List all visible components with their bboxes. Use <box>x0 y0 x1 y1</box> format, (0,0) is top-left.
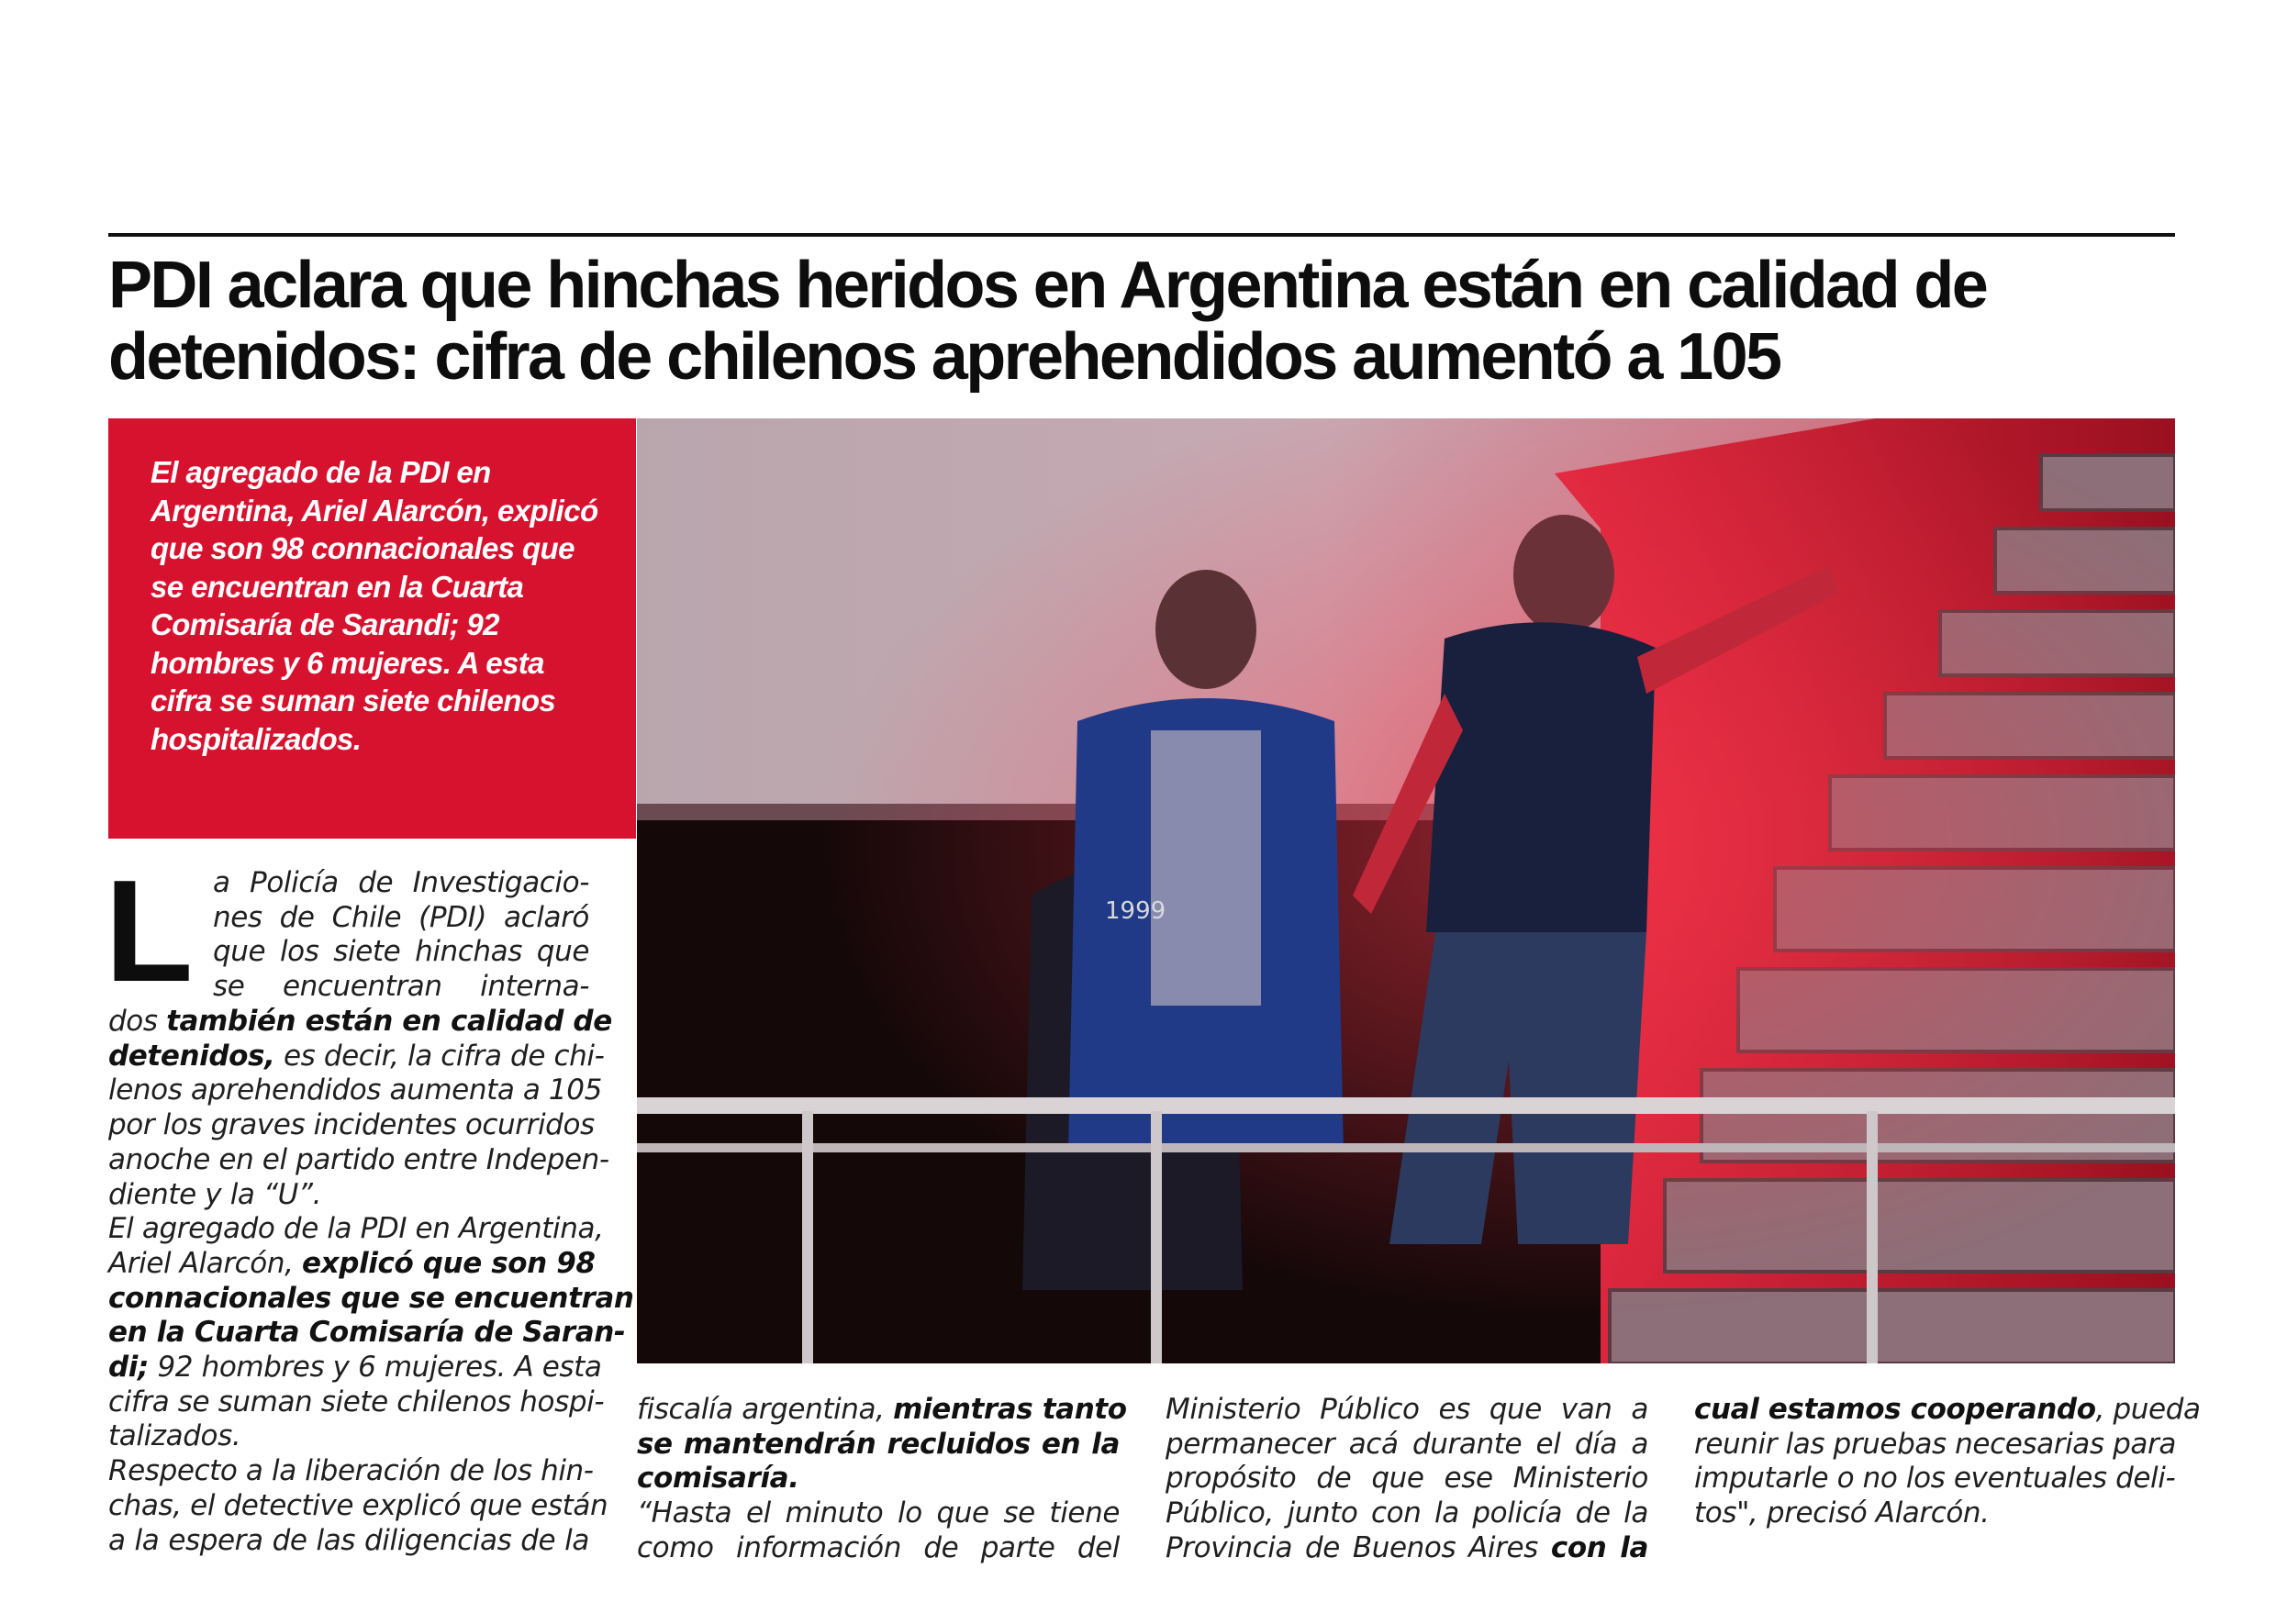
bold-run: detenidos, <box>108 1039 275 1073</box>
text-line: talizados. <box>108 1419 241 1453</box>
bold-run: con la <box>1550 1530 1648 1564</box>
bold-run: comisaría. <box>637 1462 799 1496</box>
text-line: por los graves incidentes ocurridos <box>108 1108 595 1142</box>
text-line <box>108 1316 626 1351</box>
bold-run: mientras tanto <box>893 1393 1127 1426</box>
bold-run: se mantendrán recluidos en la <box>637 1427 1120 1461</box>
text-line <box>637 1462 1120 1496</box>
text-line: que los siete hinchas que <box>213 935 589 969</box>
text-line: Público, junto con la policía de la <box>1166 1496 1648 1530</box>
summary-box <box>108 418 636 839</box>
text-line <box>108 1005 612 1040</box>
text-line <box>637 1393 1127 1428</box>
text-run: Ariel Alarcón, <box>108 1246 303 1280</box>
summary-text: El agregado de la PDI en Argentina, Ariel Alarcón, explicó que son 98 connacionales que se encuentran en la Cuarta Comisaría de Sarandi; 92 hombres y 6 mujeres. A esta cifra se suman siete chilenos hospitalizados. <box>151 455 598 756</box>
text-line: como información de parte del <box>637 1530 1120 1564</box>
bold-run: di; <box>108 1351 150 1385</box>
article-column-2 <box>637 1393 1127 1566</box>
text-line <box>108 1246 596 1282</box>
article-column-1-top <box>213 866 589 1005</box>
text-line <box>108 1039 605 1074</box>
text-line: imputarle o no los eventuales deli- <box>1694 1462 2176 1496</box>
headline-line-1: PDI aclara que hinchas heridos en Argentina están en calidad de <box>108 249 1987 322</box>
text-line <box>637 1428 1120 1463</box>
text-line: tos", precisó Alarcón. <box>1694 1496 1990 1530</box>
drop-cap <box>105 851 194 1012</box>
text-line: anoche en el partido entre Indepen- <box>108 1142 609 1176</box>
text-line <box>1166 1531 1648 1566</box>
text-line: lenos aprehendidos aumenta a 105 <box>108 1073 602 1107</box>
text-line: se encuentran interna- <box>213 970 589 1004</box>
headline <box>108 250 2192 393</box>
text-line: Ministerio Público es que van a <box>1166 1393 1648 1426</box>
bold-run: cual estamos cooperando <box>1694 1393 2096 1426</box>
text-run: , pueda <box>2095 1393 2201 1426</box>
jersey-text: 1999 <box>1105 897 1166 925</box>
text-line: propósito de que ese Ministerio <box>1166 1462 1648 1496</box>
text-run: Provincia de Buenos Aires <box>1166 1530 1551 1564</box>
article-column-4 <box>1694 1393 2201 1531</box>
text-line <box>1694 1393 2201 1428</box>
text-line: permanecer acá durante el día a <box>1166 1427 1648 1461</box>
text-line: Respecto a la liberación de los hin- <box>108 1454 594 1488</box>
text-line <box>108 1351 602 1385</box>
text-line: El agregado de la PDI en Argentina, <box>108 1212 604 1246</box>
article-column-1 <box>108 1005 634 1558</box>
stadium-fans-photo <box>637 418 2175 1363</box>
text-line: cifra se suman siete chilenos hospi- <box>108 1385 605 1418</box>
bold-run: connacionales que se encuentran <box>108 1281 634 1315</box>
text-run: fiscalía argentina, <box>637 1393 894 1426</box>
text-run: dos <box>108 1005 167 1038</box>
text-line: a Policía de Investigacio- <box>213 866 589 899</box>
text-line: diente y la “U”. <box>108 1177 322 1211</box>
article-photo <box>637 418 2175 1363</box>
article-column-3 <box>1166 1393 1648 1566</box>
bold-run: en la Cuarta Comisaría de Saran- <box>108 1316 626 1350</box>
text-line: nes de Chile (PDI) aclaró <box>213 900 589 934</box>
text-line: “Hasta el minuto lo que se tiene <box>637 1496 1120 1530</box>
text-run: 92 hombres y 6 mujeres. A esta <box>149 1351 602 1385</box>
top-rule <box>108 233 2175 237</box>
text-line: a la espera de las diligencias de la <box>108 1523 589 1557</box>
bold-run: también están en calidad de <box>166 1005 612 1038</box>
text-run: es decir, la cifra de chi- <box>274 1039 605 1073</box>
text-line <box>108 1281 634 1317</box>
text-line: chas, el detective explicó que están <box>108 1488 608 1522</box>
drop-cap-letter: L <box>105 851 194 1012</box>
headline-line-2: detenidos: cifra de chilenos aprehendidos aumentó a 105 <box>108 320 1780 394</box>
bold-run: explicó que son 98 <box>302 1246 596 1280</box>
text-line: reunir las pruebas necesarias para <box>1694 1427 2176 1461</box>
